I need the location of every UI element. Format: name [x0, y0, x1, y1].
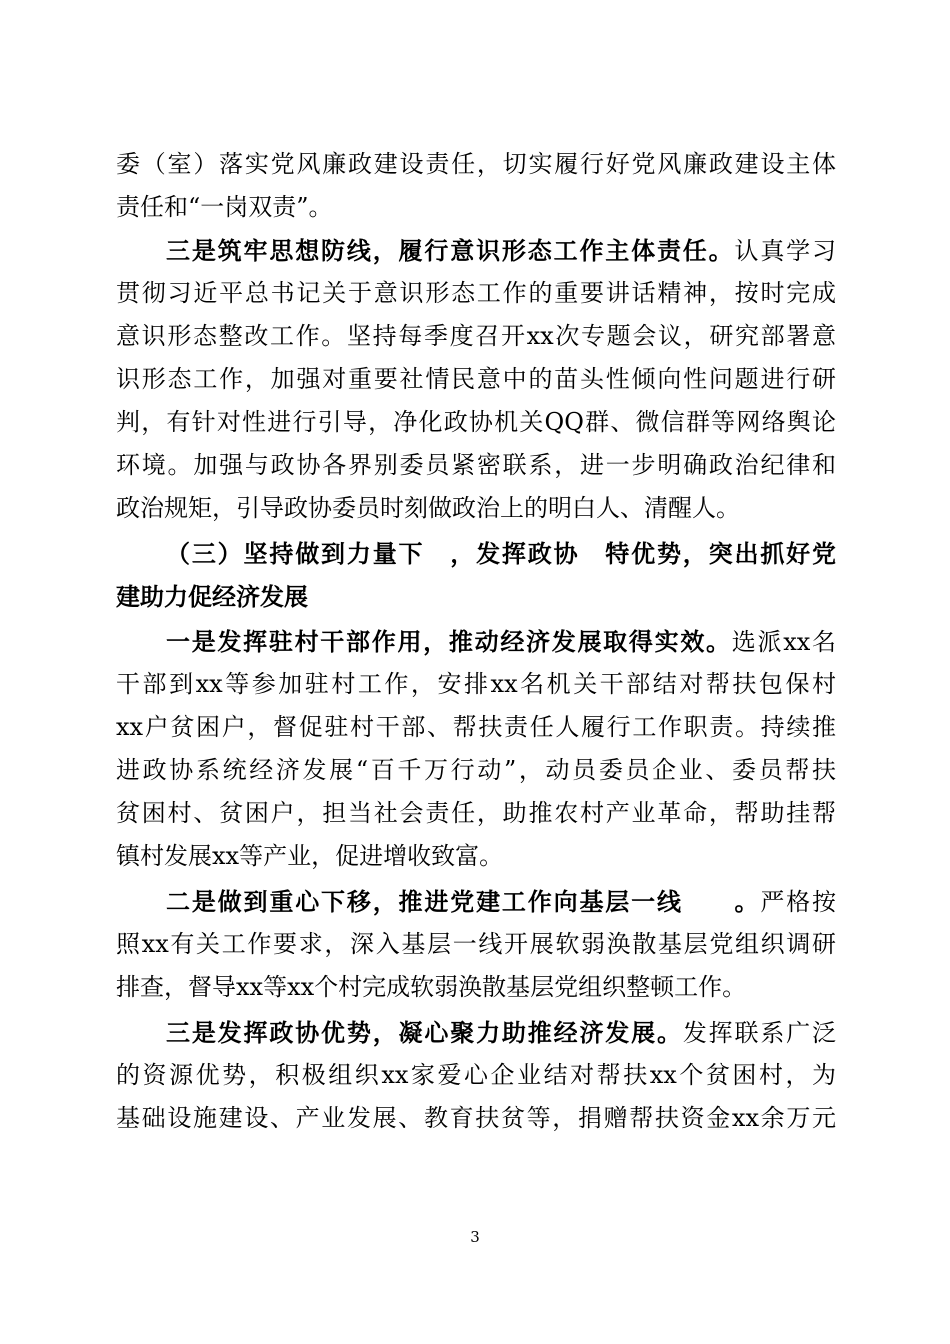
section-heading: （三）坚持做到力量下 ，发挥政协 特优势，突出抓好党 [166, 539, 836, 568]
body-line: 贫困村、贫困户，担当社会责任，助推农村产业革命，帮助挂帮 [116, 799, 836, 827]
body-line: 的资源优势，积极组织xx家爱心企业结对帮扶xx个贫困村，为 [116, 1061, 836, 1089]
bold-lead-line: 二是做到重心下移，推进党建工作向基层一线 。严格按 [166, 887, 837, 916]
body-line: 进政协系统经济发展“百千万行动”，动员委员企业、委员帮扶 [116, 756, 836, 784]
page-number: 3 [470, 1228, 480, 1246]
body-line: 镇村发展xx等产业，促进增收致富。 [116, 842, 504, 870]
body-line: 基础设施建设、产业发展、教育扶贫等，捐赠帮扶资金xx余万元 [116, 1104, 836, 1132]
body-line: 政治规矩，引导政协委员时刻做政治上的明白人、清醒人。 [116, 494, 740, 522]
body-line: 意识形态整改工作。坚持每季度召开xx次专题会议，研究部署意 [116, 322, 836, 350]
body-line: 判，有针对性进行引导，净化政协机关QQ群、微信群等网络舆论 [116, 408, 836, 436]
body-line: 贯彻习近平总书记关于意识形态工作的重要讲话精神，按时完成 [116, 279, 836, 307]
body-line: 干部到xx等参加驻村工作，安排xx名机关干部结对帮扶包保村 [116, 670, 836, 698]
section-heading-cont: 建助力促经济发展 [116, 582, 308, 611]
bold-heading: 二是做到重心下移，推进党建工作向基层一线 。 [166, 887, 761, 916]
bold-lead-line: 三是发挥政协优势，凝心聚力助推经济发展。发挥联系广泛 [166, 1018, 837, 1047]
body-line: 识形态工作，加强对重要社情民意中的苗头性倾向性问题进行研 [116, 365, 836, 393]
body-line: 环境。加强与政协各界别委员紧密联系，进一步明确政治纪律和 [116, 451, 836, 479]
body-line: xx户贫困户，督促驻村干部、帮扶责任人履行工作职责。持续推 [116, 713, 836, 741]
bold-lead-line: 一是发挥驻村干部作用，推动经济发展取得实效。选派xx名 [166, 627, 837, 656]
bold-heading: 三是发挥政协优势，凝心聚力助推经济发展。 [166, 1018, 683, 1047]
body-line: 责任和“一岗双责”。 [116, 193, 333, 221]
body-line: 排查，督导xx等xx个村完成软弱涣散基层党组织整顿工作。 [116, 973, 747, 1001]
bold-heading: 三是筑牢思想防线，履行意识形态工作主体责任。 [166, 236, 735, 265]
bold-lead-line: 三是筑牢思想防线，履行意识形态工作主体责任。认真学习 [166, 236, 837, 265]
body-line: 照xx有关工作要求，深入基层一线开展软弱涣散基层党组织调研 [116, 930, 836, 958]
bold-heading: 一是发挥驻村干部作用，推动经济发展取得实效。 [166, 627, 732, 656]
body-line: 委（室）落实党风廉政建设责任，切实履行好党风廉政建设主体 [116, 150, 836, 178]
